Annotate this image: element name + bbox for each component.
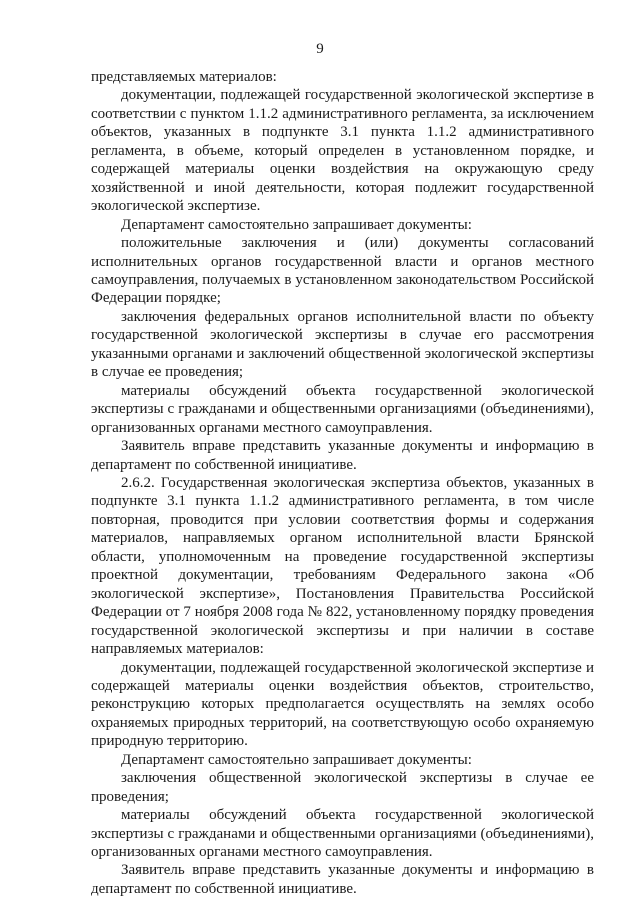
paragraph-public-expertise-item: заключения общественной экологической экспертизы в случае ее проведения; bbox=[91, 770, 594, 805]
paragraph-discussion-materials-item: материалы обсуждений объекта государственной экологической экспертизы с гражданами и общественными организациями (объединениями), организованных органами местного самоуправления. bbox=[91, 382, 594, 436]
page-number: 9 bbox=[316, 41, 324, 57]
paragraph-positive-conclusions-item: положительные заключения и (или) документы согласований исполнительных органов государственной власти и органов местного самоуправления, получаемых в установленном законодательством Российской Федерации порядке; bbox=[91, 235, 594, 307]
paragraph-department-requests-2: Департамент самостоятельно запрашивает документы: bbox=[121, 751, 472, 768]
document-body bbox=[91, 68, 594, 898]
paragraph-clause-2-6-2: 2.6.2. Государственная экологическая экспертиза объектов, указанных в подпункте 3.1 пункта 1.1.2 административного регламента, в том числе повторная, проводится при условии соответствия формы и содержания материалов, направляемых органом исполнительной власти Брянской области, уполномоченным на проведение государственной экспертизы проектной документации, требованиям Федерального закона «Об экологической экспертизе», Постановления Правительства Российской Федерации от 7 ноября 2008 года № 822, установленному порядку проведения государственной экологической экспертизы и при наличии в составе направляемых материалов: bbox=[91, 474, 594, 658]
paragraph-federal-conclusions-item: заключения федеральных органов исполнительной власти по объекту государственной экологической экспертизы в случае его рассмотрения указанными органами и заключений общественной экологической экспертизы в случае ее проведения; bbox=[91, 308, 594, 381]
paragraph-applicant-right-2: Заявитель вправе представить указанные документы и информацию в департамент по собственной инициативе. bbox=[91, 862, 594, 897]
paragraph-department-requests: Департамент самостоятельно запрашивает документы: bbox=[121, 216, 472, 233]
paragraph-discussion-materials-item-2: материалы обсуждений объекта государственной экологической экспертизы с гражданами и общественными организациями (объединениями), организованных органами местного самоуправления. bbox=[91, 807, 594, 861]
paragraph-protected-territories-item: документации, подлежащей государственной экологической экспертизе и содержащей материалы оценки воздействия объектов, строительство, реконструкцию которых предполагается осуществлять на землях особо охраняемых природных территорий, на соответствующую особо охраняемую природную территорию. bbox=[91, 659, 594, 750]
paragraph-continuation: представляемых материалов: bbox=[91, 69, 277, 85]
paragraph-documentation-item: документации, подлежащей государственной экологической экспертизе в соответствии с пунктом 1.1.2 административного регламента, за исключением объектов, указанных в подпункте 3.1 пункта 1.1.2 административного регламента, в объеме, который определен в установленном порядке, и содержащей материалы оценки воздействия на окружающую среду хозяйственной и иной деятельности, которая подлежит государственной экологической экспертизе. bbox=[91, 87, 594, 215]
paragraph-applicant-right: Заявитель вправе представить указанные документы и информацию в департамент по собственной инициативе. bbox=[91, 438, 594, 473]
